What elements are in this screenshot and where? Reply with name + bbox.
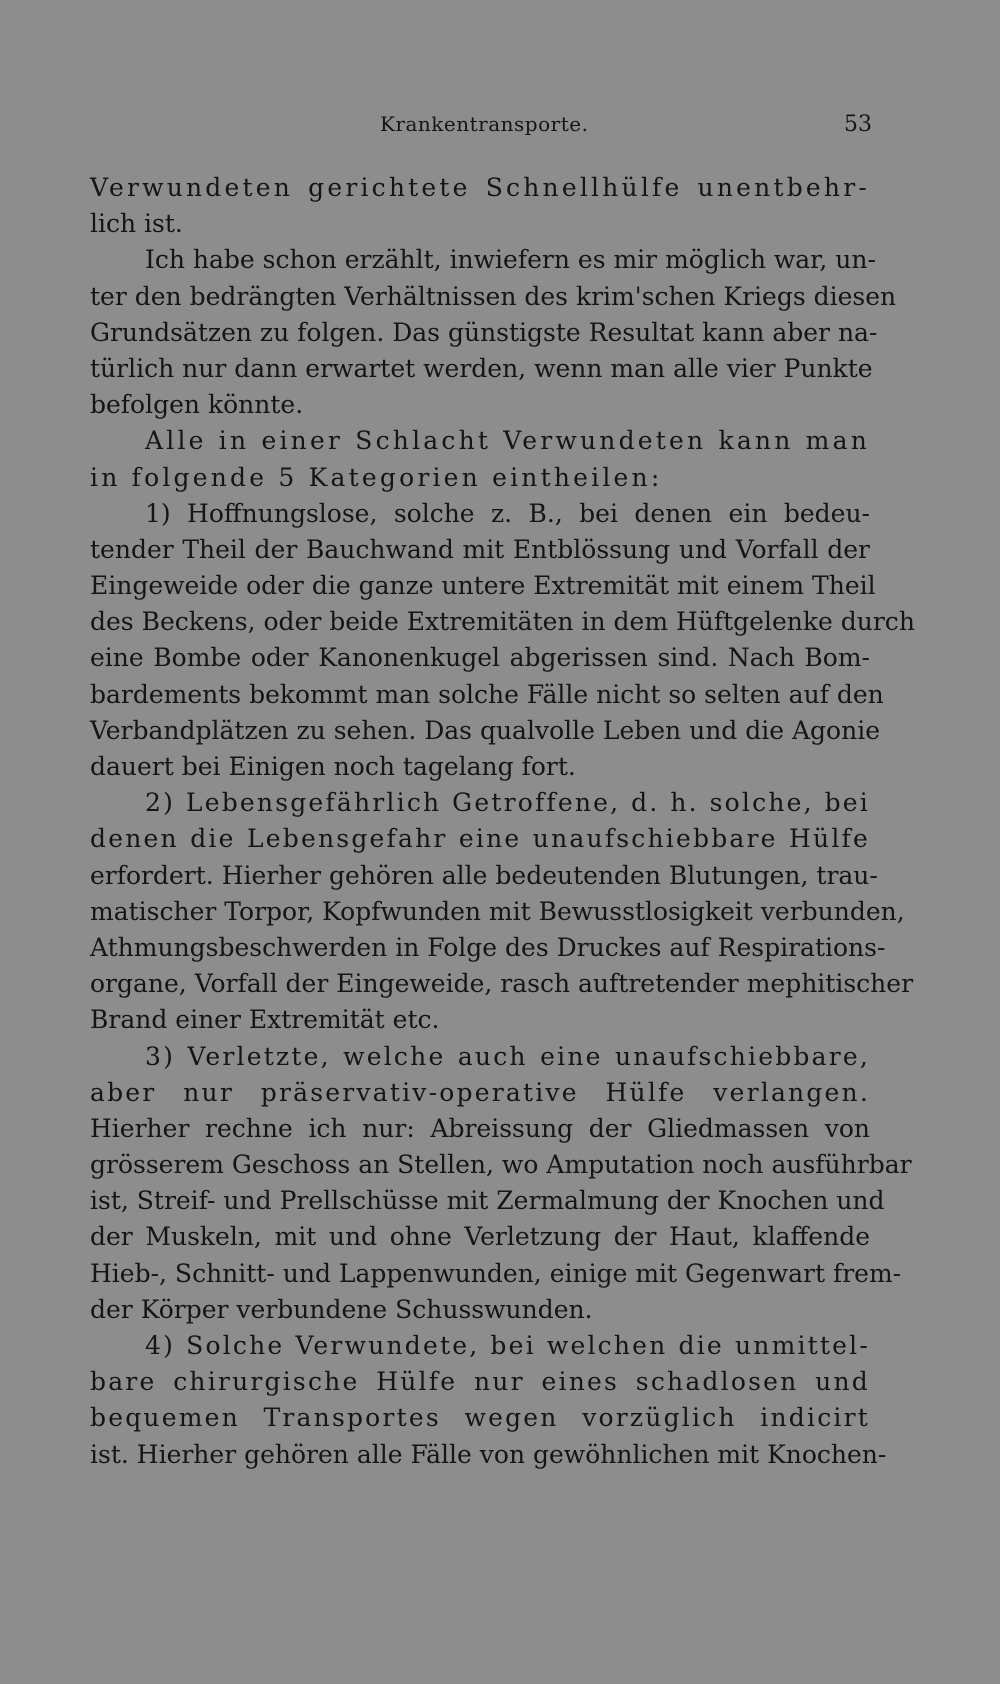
- text-line: bare chirurgische Hülfe nur eines schadlosen und: [90, 1367, 870, 1397]
- text-line: ist. Hierher gehören alle Fälle von gewöhnlichen mit Knochen-: [90, 1439, 887, 1469]
- text-line: Brand einer Extremität etc.: [90, 1005, 440, 1035]
- text-line: lich ist.: [90, 209, 183, 239]
- text-line: grösserem Geschoss an Stellen, wo Amputation noch ausführbar: [90, 1150, 912, 1180]
- text-line: ter den bedrängten Verhältnissen des krim'schen Kriegs diesen: [90, 281, 897, 311]
- running-head-title: Krankentransporte.: [380, 112, 589, 136]
- page-number: 53: [844, 112, 872, 137]
- text-line: matischer Torpor, Kopfwunden mit Bewusstlosigkeit verbunden,: [90, 896, 905, 926]
- running-head: [0, 112, 1000, 144]
- text-line: Hierher rechne ich nur: Abreissung der Gliedmassen von: [90, 1113, 870, 1143]
- text-line: Hieb-, Schnitt- und Lappenwunden, einige mit Gegenwart frem-: [90, 1258, 902, 1288]
- text-line: eine Bombe oder Kanonenkugel abgerissen sind. Nach Bom-: [90, 643, 870, 673]
- text-line: 2) Lebensgefährlich Getroffene, d. h. solche, bei: [145, 788, 870, 818]
- text-line: des Beckens, oder beide Extremitäten in dem Hüftgelenke durch: [90, 607, 915, 637]
- text-line: der Muskeln, mit und ohne Verletzung der Haut, klaffende: [90, 1222, 870, 1252]
- text-line: in folgende 5 Kategorien eintheilen:: [90, 462, 663, 492]
- body-text: [90, 170, 915, 1473]
- text-line: befolgen könnte.: [90, 390, 304, 420]
- text-line: organe, Vorfall der Eingeweide, rasch auftretender mephitischer: [90, 969, 914, 999]
- text-line: 1) Hoffnungslose, solche z. B., bei denen ein bedeu-: [145, 498, 870, 528]
- text-line: türlich nur dann erwartet werden, wenn man alle vier Punkte: [90, 353, 873, 383]
- text-line: Grundsätzen zu folgen. Das günstigste Resultat kann aber na-: [90, 317, 878, 347]
- text-line: dauert bei Einigen noch tagelang fort.: [90, 752, 576, 781]
- text-line: Ich habe schon erzählt, inwiefern es mir möglich war, un-: [145, 245, 876, 275]
- text-line: tender Theil der Bauchwand mit Entblössung und Vorfall der: [90, 534, 870, 564]
- text-line: der Körper verbundene Schusswunden.: [90, 1294, 593, 1324]
- text-line: aber nur präservativ-operative Hülfe verlangen.: [90, 1077, 870, 1107]
- text-line: bequemen Transportes wegen vorzüglich indicirt: [90, 1403, 870, 1433]
- text-line: 4) Solche Verwundete, bei welchen die unmittel-: [145, 1331, 870, 1360]
- text-line: Alle in einer Schlacht Verwundeten kann man: [145, 426, 870, 456]
- text-line: Verbandplätzen zu sehen. Das qualvolle Leben und die Agonie: [90, 715, 880, 745]
- text-line: Eingeweide oder die ganze untere Extremität mit einem Theil: [90, 571, 876, 601]
- text-line: Verwundeten gerichtete Schnellhülfe unentbehr-: [90, 173, 870, 202]
- text-line: Athmungsbeschwerden in Folge des Druckes auf Respirations-: [90, 932, 886, 962]
- text-line: 3) Verletzte, welche auch eine unaufschiebbare,: [145, 1041, 870, 1071]
- text-line: erfordert. Hierher gehören alle bedeutenden Blutungen, trau-: [90, 860, 878, 890]
- text-line: bardements bekommt man solche Fälle nicht so selten auf den: [90, 679, 884, 709]
- text-line: denen die Lebensgefahr eine unaufschiebbare Hülfe: [90, 824, 870, 854]
- text-line: ist, Streif- und Prellschüsse mit Zermalmung der Knochen und: [90, 1186, 885, 1216]
